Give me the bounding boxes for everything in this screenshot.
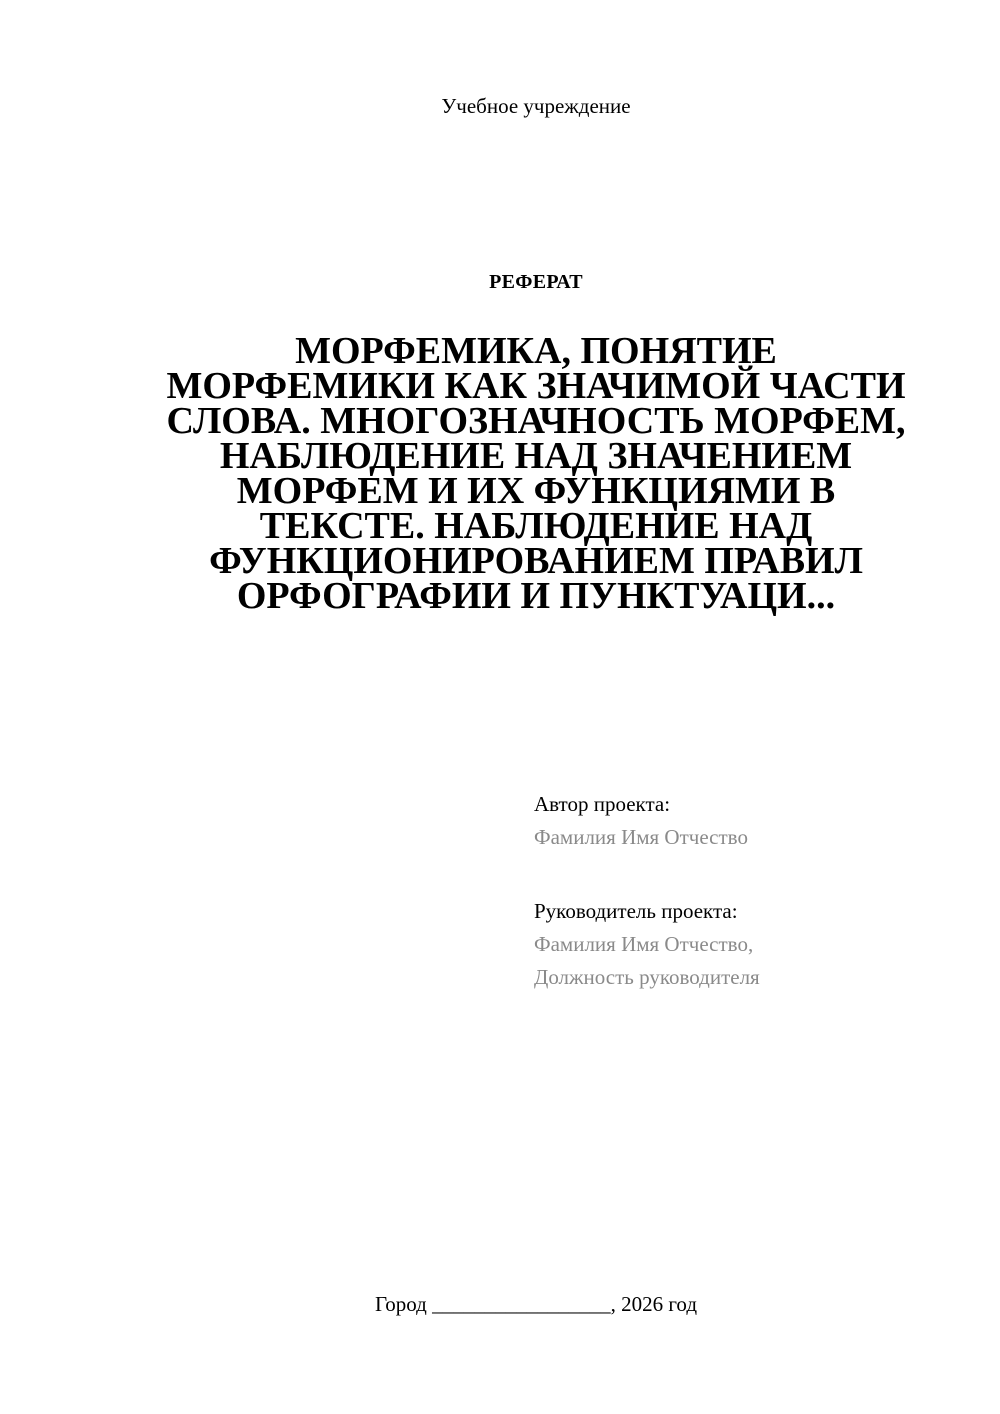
document-type: РЕФЕРАТ (489, 271, 583, 293)
supervisor-block (534, 895, 974, 994)
title-line: ОРФОГРАФИИ И ПУНКТУАЦИ... (236, 575, 836, 617)
title-line: ФУНКЦИОНИРОВАНИЕМ ПРАВИЛ (209, 540, 863, 582)
title-line: МОРФЕМИКИ КАК ЗНАЧИМОЙ ЧАСТИ (166, 365, 906, 407)
document-title (130, 330, 942, 617)
supervisor-name: Фамилия Имя Отчество, (534, 932, 754, 956)
title-line: МОРФЕМ И ИХ ФУНКЦИЯМИ В (236, 470, 836, 512)
author-name: Фамилия Имя Отчество (534, 825, 748, 849)
author-label: Автор проекта: (534, 792, 671, 816)
title-line: МОРФЕМИКА, ПОНЯТИЕ (295, 330, 777, 372)
title-line: СЛОВА. МНОГОЗНАЧНОСТЬ МОРФЕМ, (166, 400, 906, 442)
title-line: ТЕКСТЕ. НАБЛЮДЕНИЕ НАД (259, 505, 813, 547)
supervisor-label: Руководитель проекта: (534, 899, 738, 923)
title-line: НАБЛЮДЕНИЕ НАД ЗНАЧЕНИЕМ (219, 435, 853, 477)
city-year-line: Город _________________, 2026 год (374, 1292, 698, 1316)
institution-name: Учебное учреждение (441, 94, 631, 118)
author-block (534, 788, 974, 854)
supervisor-position: Должность руководителя (534, 965, 760, 989)
